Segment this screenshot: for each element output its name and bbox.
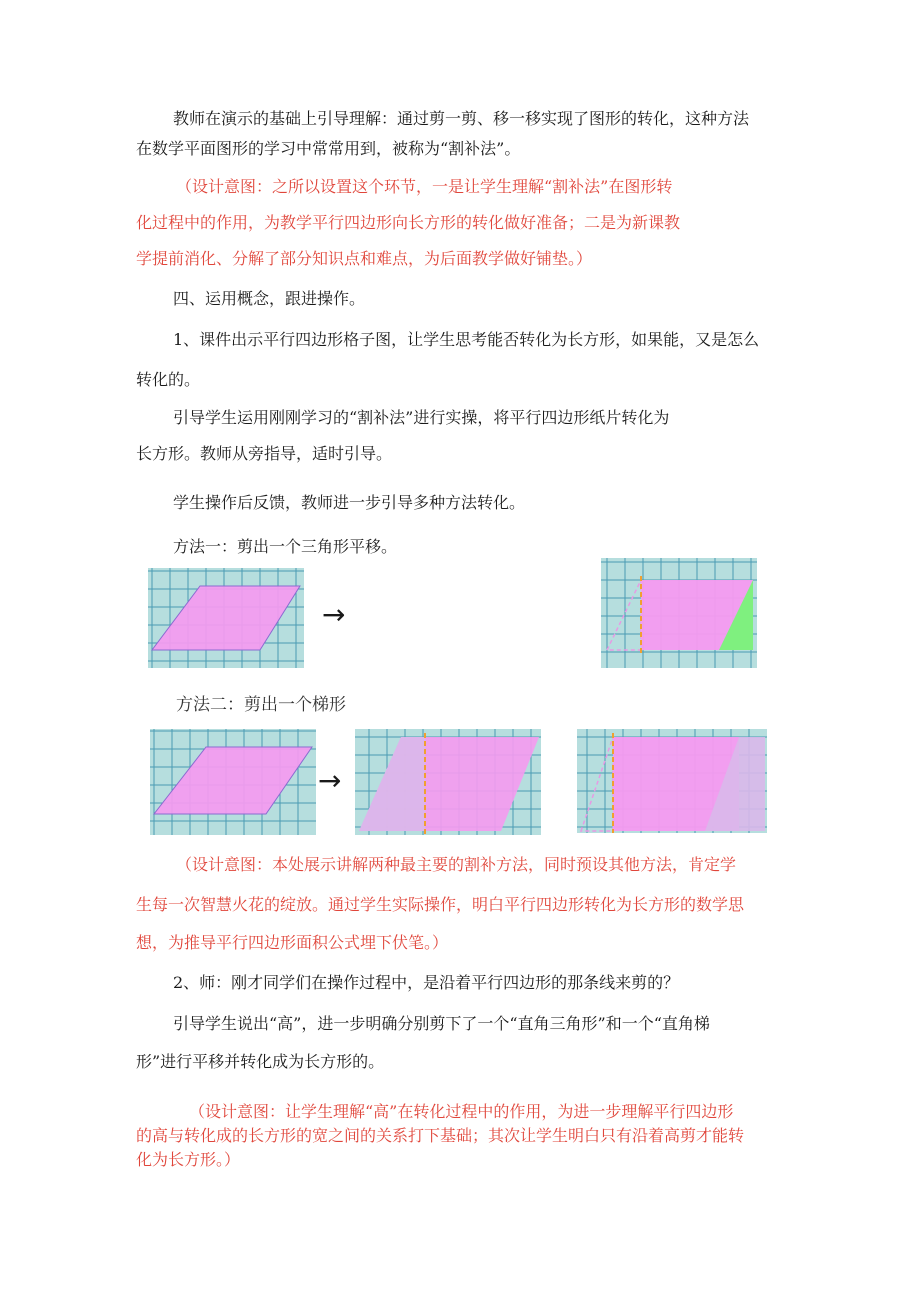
method1-caption: 方法一：剪出一个三角形平移。 <box>173 537 398 556</box>
step1-line2: 转化的。 <box>136 370 201 389</box>
method2-arrow: → <box>318 766 342 796</box>
method2-parallelogram-figure <box>150 729 316 835</box>
method1-result-figure <box>601 558 757 668</box>
method2-result-figure <box>577 729 767 833</box>
method2-caption: 方法二：剪出一个梯形 <box>176 695 346 715</box>
method2-step-figure <box>355 729 541 835</box>
design-note3-line1: （设计意图：让学生理解“高”在转化过程中的作用，为进一步理解平行四边形 <box>189 1102 734 1121</box>
design-note2-line3: 想，为推导平行四边形面积公式埋下伏笔。） <box>136 933 449 952</box>
design-note2-line1: （设计意图：本处展示讲解两种最主要的割补方法，同时预设其他方法，肯定学 <box>176 855 737 874</box>
guide-line1: 引导学生运用刚刚学习的“割补法”进行实操，将平行四边形纸片转化为 <box>173 408 670 427</box>
step1-line1: 1、课件出示平行四边形格子图，让学生思考能否转化为长方形，如果能，又是怎么 <box>173 330 760 349</box>
para1-line2: 在数学平面图形的学习中常常用到，被称为“割补法”。 <box>136 139 521 158</box>
method1-arrow: → <box>322 600 346 630</box>
section-heading: 四、运用概念，跟进操作。 <box>173 289 366 308</box>
para1-line1: 教师在演示的基础上引导理解：通过剪一剪、移一移实现了图形的转化，这种方法 <box>173 109 750 128</box>
design-note1-line1: （设计意图：之所以设置这个环节，一是让学生理解“割补法”在图形转 <box>176 177 673 196</box>
step2-guide-line2: 形”进行平移并转化成为长方形的。 <box>136 1052 385 1071</box>
step2-question: 2、师：刚才同学们在操作过程中，是沿着平行四边形的那条线来剪的？ <box>173 973 680 992</box>
design-note2-line2: 生每一次智慧火花的绽放。通过学生实际操作，明白平行四边形转化为长方形的数学思 <box>136 895 745 914</box>
design-note1-line3: 学提前消化、分解了部分知识点和难点，为后面教学做好铺垫。） <box>136 249 593 268</box>
method1-parallelogram-figure <box>148 568 304 668</box>
guide-line2: 长方形。教师从旁指导，适时引导。 <box>136 444 393 463</box>
design-note3-line3: 化为长方形。） <box>136 1150 241 1169</box>
design-note3-line2: 的高与转化成的长方形的宽之间的关系打下基础；其次让学生明白只有沿着高剪才能转 <box>136 1126 745 1145</box>
step2-guide-line1: 引导学生说出“高”，进一步明确分别剪下了一个“直角三角形”和一个“直角梯 <box>173 1014 710 1033</box>
design-note1-line2: 化过程中的作用，为教学平行四边形向长方形的转化做好准备；二是为新课教 <box>136 213 681 232</box>
feedback-line: 学生操作后反馈，教师进一步引导多种方法转化。 <box>173 493 526 512</box>
